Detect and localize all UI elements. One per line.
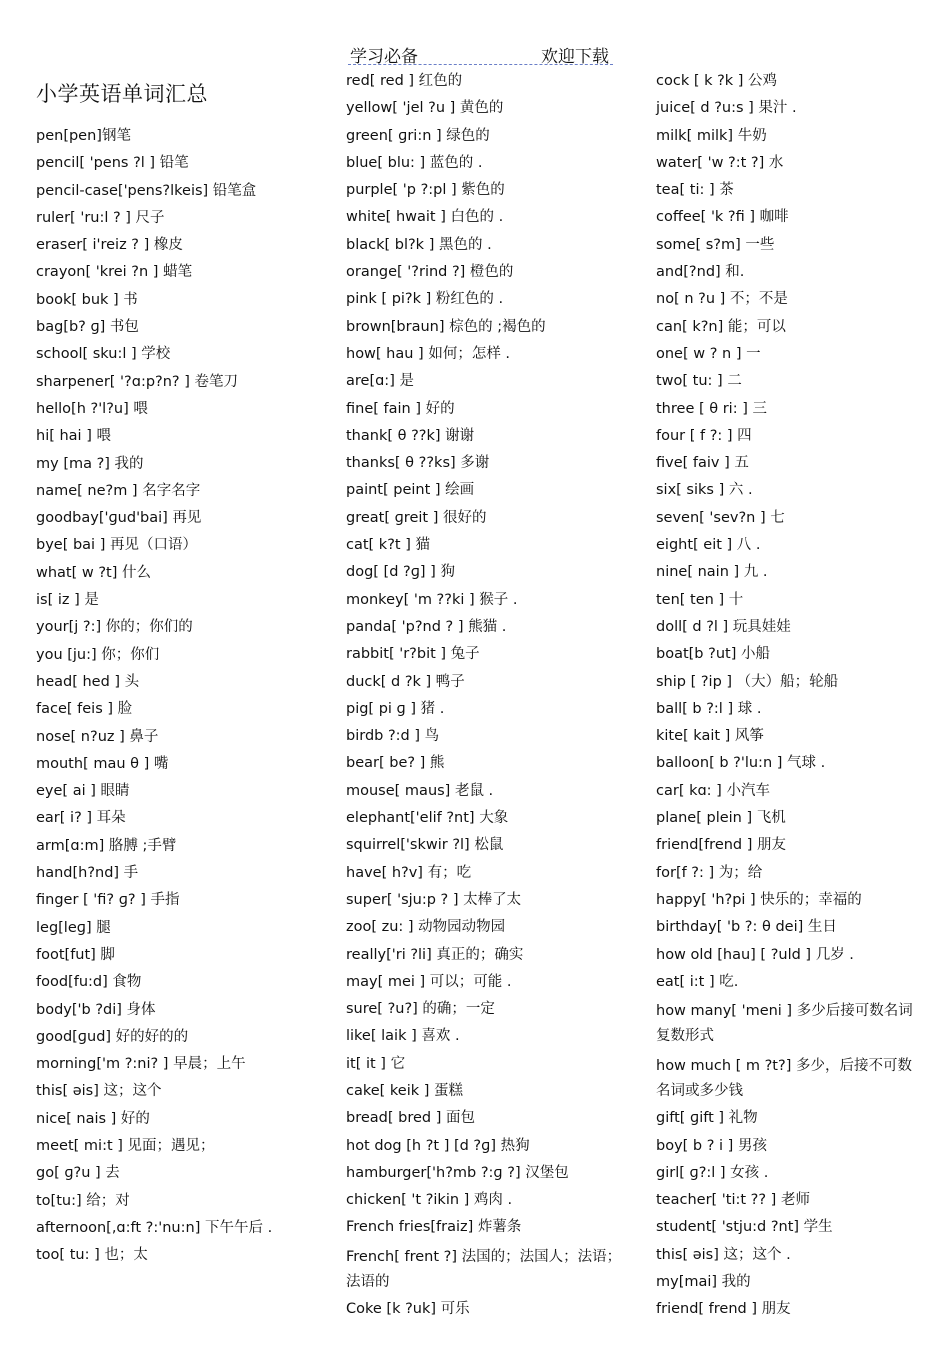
vocab-entry: ten[ ten ] 十 [656,591,744,608]
vocab-entry: girl[ ɡ?:l ] 女孩 . [656,1164,769,1181]
vocab-entry: what[ w ?t] 什么 [36,564,152,581]
vocab-entry: juice[ d ?u:s ] 果汁 . [656,100,797,117]
vocab-entry: nine[ nain ] 九 . [656,564,768,581]
vocab-entry: go[ ɡ?u ] 去 [36,1165,120,1182]
vocab-entry: white[ hwait ] 白色的 . [346,209,504,226]
vocab-entry: duck[ d ?k ] 鸭子 [346,673,465,690]
header-left-text: 学习必备 [350,47,418,67]
vocab-column-3 [656,71,926,1327]
vocab-entry: plane[ plein ] 飞机 [656,810,786,827]
vocab-entry: head[ hed ] 头 [36,673,140,690]
vocab-entry: to[tu:] 给；对 [36,1192,130,1209]
vocab-entry: one[ w ? n ] 一 [656,345,761,362]
vocab-entry: eye[ ai ] 眼睛 [36,783,130,800]
vocab-entry: sharpener[ '?ɑ:p?n? ] 卷笔刀 [36,373,238,390]
vocab-entry: book[ buk ] 书 [36,291,138,308]
vocab-entry: brown[braun] 棕色的 ;褐色的 [346,318,546,335]
vocab-column-2 [346,71,636,1327]
vocab-entry: eat[ i:t ] 吃. [656,973,739,990]
vocab-entry: bag[b? ɡ] 书包 [36,319,139,336]
vocab-entry: body['b ?di] 身体 [36,1001,156,1018]
vocab-entry: boat[b ?ut] 小船 [656,646,770,663]
vocab-entry: panda[ 'p?nd ? ] 熊猫 . [346,618,507,635]
vocab-entry: Coke [k ?uk] 可乐 [346,1301,470,1318]
vocab-entry: your[j ?:] 你的；你们的 [36,619,193,636]
vocab-entry: bear[ be? ] 熊 [346,755,445,772]
vocab-entry: nose[ n?uz ] 鼻子 [36,728,159,745]
vocab-entry: thank[ θ ??k] 谢谢 [346,427,475,444]
vocab-entry: coffee[ 'k ?fi ] 咖啡 [656,209,789,226]
vocab-entry: my[mai] 我的 [656,1274,751,1291]
vocab-entry: like[ laik ] 喜欢 . [346,1028,460,1045]
vocab-entry: for[f ?: ] 为；给 [656,864,763,881]
vocab-entry: how old [hau] [ ?uld ] 几岁 . [656,946,854,963]
vocab-entry: hamburger['h?mb ?:ɡ ?] 汉堡包 [346,1164,569,1181]
vocab-entry: teacher[ 'ti:t ?? ] 老师 [656,1192,810,1209]
vocab-entry: yellow[ 'jel ?u ] 黄色的 [346,100,504,117]
vocab-entry: zoo[ zu: ] 动物园动物园 [346,919,506,936]
vocab-entry: name[ ne?m ] 名字名字 [36,482,201,499]
vocab-entry: rabbit[ 'r?bit ] 兔子 [346,646,480,663]
vocab-entry: doll[ d ?l ] 玩具娃娃 [656,618,791,635]
vocab-entry: crayon[ 'krei ?n ] 蜡笔 [36,264,193,281]
vocab-entry: car[ kɑ: ] 小汽车 [656,782,770,799]
vocab-entry: boy[ b ? i ] 男孩 [656,1137,767,1154]
vocab-entry: is[ iz ] 是 [36,592,99,609]
vocab-entry: red[ red ] 红色的 [346,73,463,89]
vocab-entry: have[ h?v] 有；吃 [346,864,472,881]
vocab-entry: mouse[ maus] 老鼠 . [346,782,494,799]
vocab-entry: super[ 'sju:p ? ] 太棒了太 [346,891,522,908]
vocab-entry: sure[ ?u?] 的确；一定 [346,1001,495,1018]
vocab-entry: friend[ frend ] 朋友 [656,1301,791,1318]
vocab-entry: my [ma ?] 我的 [36,455,144,472]
vocab-entry: foot[fut] 脚 [36,946,115,963]
vocab-entry: green[ ɡri:n ] 绿色的 [346,127,490,144]
vocab-entry: birthday[ 'b ?: θ dei] 生日 [656,919,837,936]
vocab-entry: French[ frent ?] 法国的；法国人；法语；法语的 [346,1248,622,1290]
vocab-entry: it[ it ] 它 [346,1055,406,1072]
vocab-entry: leg[leɡ] 腿 [36,919,111,936]
header-right-text: 欢迎下载 [541,47,609,67]
vocab-entry: water[ 'w ?:t ?] 水 [656,154,784,171]
vocab-entry: finger [ 'fi? ɡ? ] 手指 [36,892,180,909]
vocab-entry: pencil[ 'pens ?l ] 铅笔 [36,155,189,172]
vocab-entry: hi[ hai ] 喂 [36,428,111,445]
vocab-entry: chicken[ 't ?ikin ] 鸡肉 . [346,1192,513,1209]
vocab-entry: cock [ k ?k ] 公鸡 [656,73,778,89]
vocab-entry: bye[ bai ] 再见（口语） [36,537,197,554]
vocab-entry: food[fu:d] 食物 [36,974,142,991]
vocab-entry: this[ ǝis] 这；这个 [36,1083,162,1100]
vocab-entry: dog[ [d ?ɡ] ] 狗 [346,564,455,581]
vocab-entry: pen[pen]钢笔 [36,128,131,144]
vocab-entry: afternoon[,ɑ:ft ?:'nu:n] 下午午后 . [36,1219,273,1236]
vocab-entry: face[ feis ] 脸 [36,701,133,718]
vocab-entry: great[ ɡreit ] 很好的 [346,509,487,526]
vocab-entry: and[?nd] 和. [656,264,745,281]
vocab-entry: eight[ eit ] 八 . [656,537,761,554]
vocab-entry: seven[ 'sev?n ] 七 [656,509,785,526]
vocab-entry: may[ mei ] 可以；可能 . [346,973,512,990]
vocab-entry: no[ n ?u ] 不；不是 [656,291,788,308]
vocab-entry: purple[ 'p ?:pl ] 紫色的 [346,182,505,199]
vocab-entry: arm[ɑ:m] 胳膊 ;手臂 [36,837,177,854]
vocab-entry: four [ f ?: ] 四 [656,427,752,444]
vocab-entry: bread[ bred ] 面包 [346,1110,475,1127]
vocab-entry: tea[ ti: ] 茶 [656,182,734,199]
vocab-entry: birdb ?:d ] 鸟 [346,728,440,745]
vocab-entry: paint[ peint ] 绘画 [346,482,475,499]
vocab-entry: how much [ m ?t?] 多少，后接不可数名词或多少钱 [656,1057,912,1099]
vocab-entry: gift[ ɡift ] 礼物 [656,1110,758,1127]
vocab-entry: hand[h?nd] 手 [36,865,139,882]
vocab-entry: good[ɡud] 好的好的的 [36,1028,189,1045]
vocab-entry: cake[ keik ] 蛋糕 [346,1082,464,1099]
page-title: 小学英语单词汇总 [36,82,208,106]
vocab-entry: some[ s?m] 一些 [656,236,775,253]
vocab-entry: you [ju:] 你；你们 [36,646,160,663]
vocab-entry: friend[frend ] 朋友 [656,837,787,854]
vocab-entry: cat[ k?t ] 猫 [346,537,430,554]
vocab-entry: squirrel['skwir ?l] 松鼠 [346,837,504,854]
vocab-entry: elephant['elif ?nt] 大象 [346,810,509,827]
vocab-entry: thanks[ θ ??ks] 多谢 [346,455,490,472]
vocab-entry: monkey[ 'm ??ki ] 猴子 . [346,591,518,608]
vocab-entry: how[ hau ] 如何；怎样 . [346,345,511,362]
vocab-entry: five[ faiv ] 五 [656,455,749,472]
vocab-entry: happy[ 'h?pi ] 快乐的；幸福的 [656,891,862,908]
vocab-entry: pencil-case['pens?lkeis] 铅笔盒 [36,182,257,199]
vocab-entry: ship [ ?ip ] （大）船；轮船 [656,673,839,690]
vocab-entry: are[ɑ:] 是 [346,373,414,390]
vocab-entry: eraser[ i'reiz ? ] 橡皮 [36,237,183,254]
vocab-entry: milk[ milk] 牛奶 [656,127,767,144]
vocab-entry: mouth[ mau θ ] 嘴 [36,755,169,772]
vocab-entry: three [ θ ri: ] 三 [656,400,767,417]
vocab-entry: this[ ǝis] 这；这个 . [656,1246,791,1263]
vocab-entry: school[ sku:l ] 学校 [36,346,171,363]
vocab-entry: fine[ fain ] 好的 [346,400,455,417]
vocab-entry: meet[ mi:t ] 见面；遇见； [36,1137,215,1154]
vocab-entry: hot dog [h ?t ] [d ?ɡ] 热狗 [346,1137,530,1154]
vocab-entry: goodbay['ɡud'bai] 再见 [36,510,202,527]
vocab-column-1 [36,126,326,1272]
vocab-entry: six[ siks ] 六 . [656,482,753,499]
vocab-entry: two[ tu: ] 二 [656,373,742,390]
vocab-entry: how many[ 'meni ] 多少后接可数名词复数形式 [656,1003,913,1045]
vocab-entry: pink [ pi?k ] 粉红色的 . [346,291,504,308]
vocab-entry: hello[h ?'l?u] 喂 [36,400,148,417]
vocab-entry: ball[ b ?:l ] 球 . [656,700,762,717]
vocab-entry: really['ri ?li] 真正的；确实 [346,946,524,963]
vocab-entry: morning['m ?:ni? ] 早晨；上午 [36,1056,246,1073]
page-header [348,42,613,65]
vocab-entry: blue[ blu: ] 蓝色的 . [346,154,483,171]
vocab-entry: kite[ kait ] 风筝 [656,728,764,745]
vocab-entry: ear[ i? ] 耳朵 [36,810,126,827]
vocab-entry: French fries[fraiz] 炸薯条 [346,1219,522,1236]
vocab-entry: balloon[ b ?'lu:n ] 气球 . [656,755,826,772]
vocab-entry: nice[ nais ] 好的 [36,1110,150,1127]
vocab-entry: student[ 'stju:d ?nt] 学生 [656,1219,833,1236]
vocab-entry: orange[ '?rind ?] 橙色的 [346,264,514,281]
vocab-entry: black[ bl?k ] 黑色的 . [346,236,492,253]
vocab-entry: can[ k?n] 能；可以 [656,318,786,335]
vocab-entry: ruler[ 'ru:l ? ] 尺子 [36,209,165,226]
vocab-entry: pig[ pi ɡ ] 猪 . [346,700,445,717]
vocab-entry: too[ tu: ] 也；太 [36,1247,148,1264]
